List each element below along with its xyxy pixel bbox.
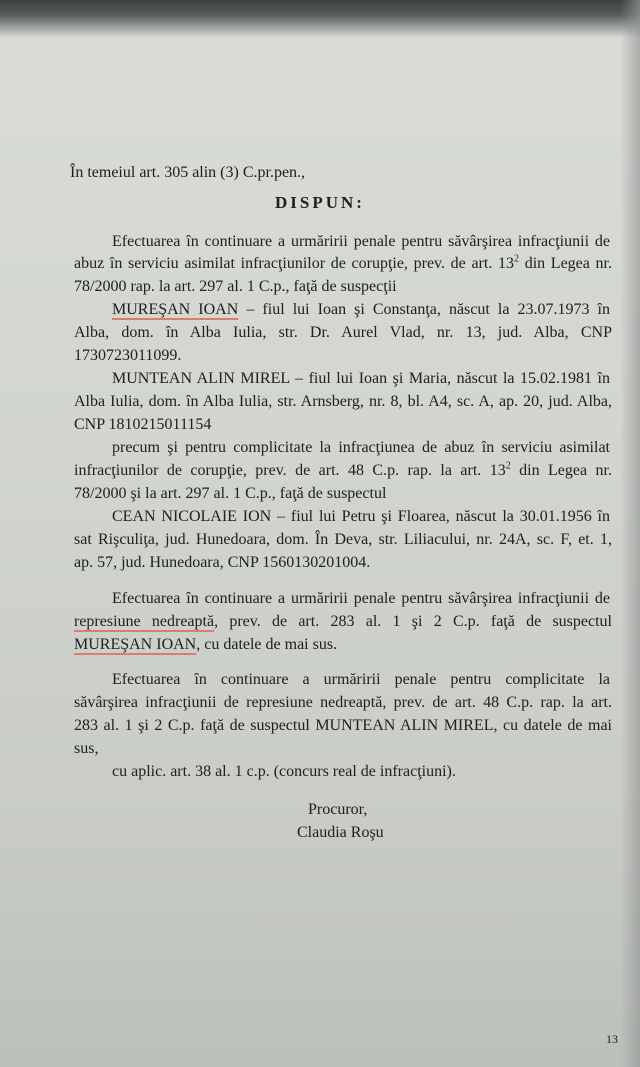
p4-line-4: sus,	[74, 740, 99, 757]
s3-line-2	[74, 530, 612, 550]
s2-line-1-text: MUNTEAN ALIN MIREL – fiul lui Ioan şi Maria, născut la 15.02.1981 în	[112, 370, 610, 387]
p3-line-2-b: , prev. de art. 283 al. 1 şi 2 C.p. faţă de suspectul	[214, 613, 613, 630]
p4-line-2	[74, 693, 612, 713]
p3-suspect-name: MUREŞAN IOAN	[74, 636, 197, 653]
p1-line-1-text: Efectuarea în continuare a urmăririi penale pentru săvârşirea infracţiunii de	[112, 233, 610, 250]
p2-superscript: 2	[505, 460, 511, 472]
s3-line-1-text: CEAN NICOLAIE ION – fiul lui Petru şi Floarea, născut la 30.01.1956 în	[112, 508, 610, 525]
p2-line-2-a: infracţiunilor de corupţie, prev. de art. 48 C.p. rap. la art. 13	[74, 462, 506, 479]
p3-underlined-offense: represiune nedreaptă	[74, 613, 215, 630]
p2-line-1-text: precum şi pentru complicitate la infracţiunea de abuz în serviciu asimilat	[112, 439, 610, 456]
p4-line-3	[74, 716, 612, 736]
s1-name: MUREŞAN IOAN	[112, 301, 239, 318]
p3-line-1-text: Efectuarea în continuare a urmăririi penale pentru săvârşirea infracţiunii de	[112, 590, 610, 607]
s1-line-2-text: Alba, dom. în Alba Iulia, str. Dr. Aurel Vlad, nr. 13, jud. Alba, CNP	[74, 324, 612, 341]
p3-line-2	[74, 612, 612, 632]
s3-line-2-text: sat Rişculiţa, jud. Hunedoara, dom. În Deva, str. Liliacului, nr. 24A, sc. F, et. 1,	[74, 531, 612, 548]
s3-line-1	[112, 507, 610, 527]
p1-line-3: 78/2000 rap. la art. 297 al. 1 C.p., faţă de suspecţii	[74, 278, 397, 295]
p4-line-1-text: Efectuarea în continuare a urmăririi penale pentru complicitate la	[112, 671, 610, 688]
s2-line-2	[74, 392, 612, 412]
s1-line-2	[74, 323, 612, 343]
intro-line: În temeiul art. 305 alin (3) C.pr.pen.,	[70, 164, 306, 181]
p2-line-2-b: din Legea nr.	[510, 462, 613, 479]
s2-line-3: CNP 1810215011154	[74, 416, 212, 433]
p1-line-2	[74, 254, 612, 274]
p3-line-3-b: , cu datele de mai sus.	[196, 636, 338, 653]
p3-line-3	[74, 635, 337, 655]
p1-superscript: 2	[514, 253, 520, 265]
page-top-shadow	[0, 0, 640, 38]
s1-line-3: 1730723011099.	[74, 347, 182, 364]
s1-line-1-rest: – fiul lui Ioan şi Constanţa, născut la 23.07.1973 în	[238, 301, 610, 318]
p1-line-2-b: din Legea nr.	[519, 255, 613, 272]
p4-line-3-text: 283 al. 1 şi 2 C.p. faţă de suspectul MUNTEAN ALIN MIREL, cu datele de mai	[74, 717, 612, 734]
s2-line-2-text: Alba Iulia, dom. în Alba Iulia, str. Arnsberg, nr. 8, bl. A4, sc. A, ap. 20, jud. Alba,	[74, 393, 612, 410]
s3-line-3: ap. 57, jud. Hunedoara, CNP 1560130201004.	[74, 554, 371, 571]
p2-line-2	[74, 461, 612, 481]
page-number: 13	[606, 1032, 618, 1046]
p3-line-1	[112, 589, 610, 609]
p1-line-1	[112, 232, 610, 252]
p4-line-2-text: săvârşirea infracţiunii de represiune nedreaptă, prev. de art. 48 C.p. rap. la art.	[74, 694, 612, 711]
signature-title: Procuror,	[308, 801, 368, 818]
heading-dispun: DISPUN:	[275, 193, 365, 212]
signature-name: Claudia Roşu	[297, 824, 384, 841]
p5-line: cu aplic. art. 38 al. 1 c.p. (concurs real de infracţiuni).	[112, 763, 456, 780]
p2-line-1	[112, 438, 610, 458]
p2-line-3: 78/2000 şi la art. 297 al. 1 C.p., faţă de suspectul	[74, 485, 387, 502]
page-right-shadow	[620, 0, 640, 1067]
p4-line-1	[112, 670, 610, 690]
s1-line-1	[112, 300, 610, 320]
s2-line-1	[112, 369, 610, 389]
p1-line-2-a: abuz în serviciu asimilat infracţiunilor de corupţie, prev. de art. 13	[74, 255, 515, 272]
